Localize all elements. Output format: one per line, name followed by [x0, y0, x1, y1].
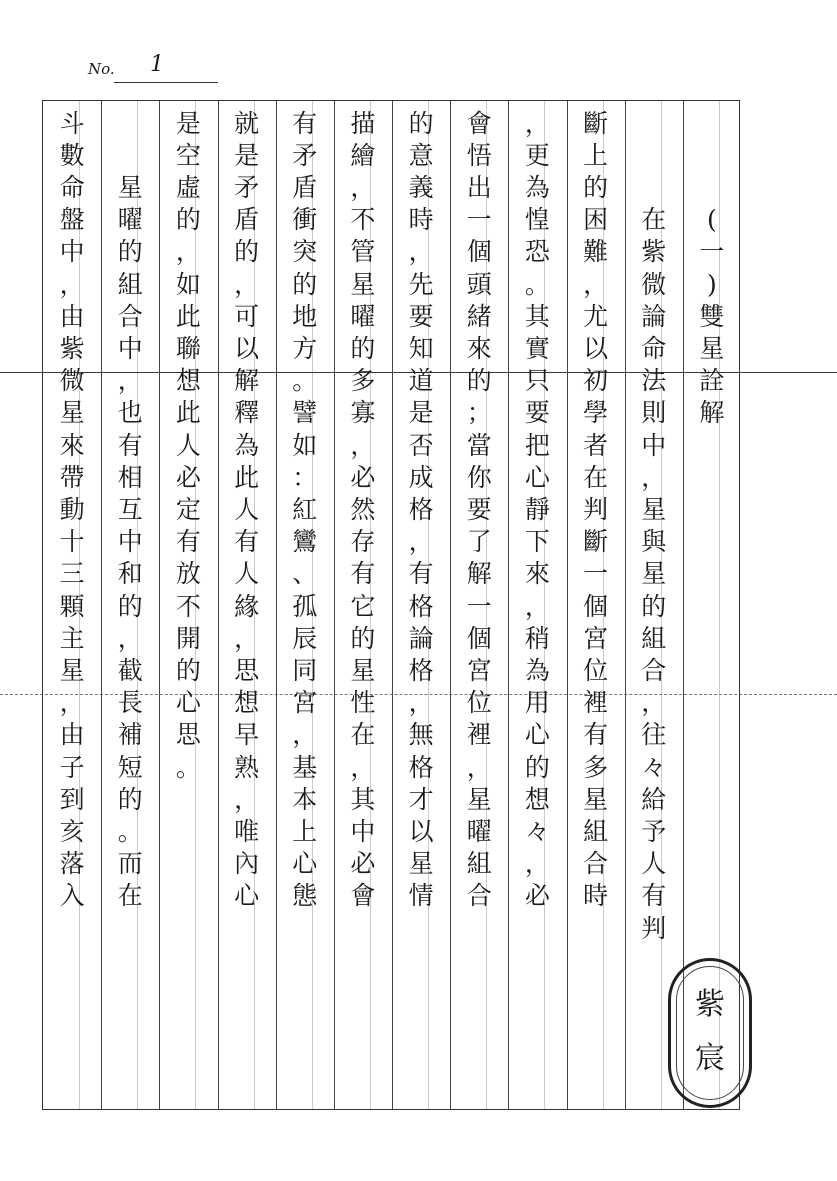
page-number-value: 1: [150, 52, 164, 77]
manuscript-char: 判: [583, 494, 609, 524]
manuscript-char: ，: [234, 623, 260, 653]
manuscript-char: 心: [524, 462, 550, 492]
manuscript-char: 情: [408, 881, 434, 911]
manuscript-char: 多: [583, 752, 609, 782]
manuscript-char: 相: [117, 462, 143, 492]
manuscript-char: 稍: [524, 623, 550, 653]
grid-column: [334, 101, 392, 1109]
manuscript-char: 短: [117, 752, 143, 782]
manuscript-char: 然: [350, 494, 376, 524]
manuscript-char: 星: [59, 398, 85, 428]
manuscript-char: 鸞: [292, 527, 318, 557]
manuscript-char: 有: [641, 881, 667, 911]
manuscript-char: 有: [408, 559, 434, 589]
manuscript-char: 星: [641, 494, 667, 524]
manuscript-char: 心: [292, 849, 318, 879]
grid-column: [567, 101, 625, 1109]
manuscript-char: 為: [234, 430, 260, 460]
manuscript-char: 有: [583, 720, 609, 750]
manuscript-char: 必: [175, 462, 201, 492]
manuscript-char: ，: [524, 849, 550, 879]
manuscript-char: ，: [524, 591, 550, 621]
manuscript-char: 無: [408, 720, 434, 750]
manuscript-char: 此: [175, 398, 201, 428]
manuscript-char: 不: [350, 205, 376, 235]
manuscript-char: 盤: [59, 205, 85, 235]
manuscript-char: ，: [59, 269, 85, 299]
manuscript-char: 的: [583, 172, 609, 202]
manuscript-char: 一: [466, 205, 492, 235]
manuscript-char: 恐: [524, 237, 550, 267]
manuscript-char: 星: [699, 333, 725, 363]
manuscript-char: 在: [583, 462, 609, 492]
manuscript-char: 數: [59, 140, 85, 170]
manuscript-char: 一: [466, 591, 492, 621]
manuscript-char: ，: [117, 366, 143, 396]
manuscript-char: 緣: [234, 591, 260, 621]
manuscript-char: 定: [175, 494, 201, 524]
grid-column: [450, 101, 508, 1109]
manuscript-char: 來: [466, 333, 492, 363]
manuscript-char: 中: [59, 237, 85, 267]
manuscript-char: 合: [641, 655, 667, 685]
manuscript-char: 困: [583, 205, 609, 235]
manuscript-char: 星: [59, 655, 85, 685]
manuscript-char: 由: [59, 301, 85, 331]
manuscript-char: 可: [234, 301, 260, 331]
manuscript-char: 者: [583, 430, 609, 460]
manuscript-char: 其: [350, 784, 376, 814]
manuscript-char: 帶: [59, 462, 85, 492]
manuscript-char: 必: [524, 881, 550, 911]
manuscript-char: 心: [524, 720, 550, 750]
manuscript-char: 了: [466, 527, 492, 557]
manuscript-char: 組: [117, 269, 143, 299]
manuscript-char: 開: [175, 623, 201, 653]
manuscript-char: 動: [59, 494, 85, 524]
manuscript-char: 心: [234, 881, 260, 911]
manuscript-char: ，: [350, 752, 376, 782]
manuscript-char: 熟: [234, 752, 260, 782]
manuscript-char: 悟: [466, 140, 492, 170]
manuscript-char: 斷: [583, 108, 609, 138]
manuscript-char: 有: [175, 527, 201, 557]
manuscript-char: 中: [641, 430, 667, 460]
manuscript-char: 的: [292, 269, 318, 299]
manuscript-char: ，: [408, 237, 434, 267]
manuscript-char: 如: [175, 269, 201, 299]
manuscript-char: 的: [408, 108, 434, 138]
manuscript-char: 給: [641, 784, 667, 814]
manuscript-char: 有: [117, 430, 143, 460]
grid-column: [276, 101, 334, 1109]
manuscript-char: 落: [59, 849, 85, 879]
manuscript-char: 微: [641, 269, 667, 299]
manuscript-char: 主: [59, 623, 85, 653]
manuscript-char: 的: [117, 591, 143, 621]
manuscript-char: 紅: [292, 494, 318, 524]
manuscript-char: ，: [292, 720, 318, 750]
manuscript-char: 方: [292, 333, 318, 363]
manuscript-char: ，: [350, 430, 376, 460]
manuscript-char: ): [707, 269, 717, 299]
manuscript-char: 此: [234, 462, 260, 492]
manuscript-char: 思: [175, 720, 201, 750]
manuscript-char: 中: [350, 816, 376, 846]
manuscript-char: 實: [524, 333, 550, 363]
manuscript-char: 辰: [292, 623, 318, 653]
manuscript-char: 的: [117, 784, 143, 814]
manuscript-char: 在: [117, 881, 143, 911]
manuscript-char: 宮: [292, 688, 318, 718]
manuscript-char: 要: [408, 301, 434, 331]
manuscript-grid: [42, 100, 740, 1110]
manuscript-char: 想: [234, 688, 260, 718]
manuscript-char: 才: [408, 784, 434, 814]
manuscript-char: 人: [234, 494, 260, 524]
seal-glyph-bottom: 宸: [695, 1041, 725, 1076]
manuscript-char: 格: [408, 752, 434, 782]
manuscript-char: 來: [59, 430, 85, 460]
manuscript-char: 多: [350, 366, 376, 396]
manuscript-char: 存: [350, 527, 376, 557]
manuscript-char: 時: [408, 205, 434, 235]
manuscript-char: 必: [350, 462, 376, 492]
manuscript-char: 以: [583, 333, 609, 363]
manuscript-char: 位: [583, 655, 609, 685]
manuscript-char: 。: [117, 816, 143, 846]
manuscript-char: 本: [292, 784, 318, 814]
manuscript-char: ，: [350, 172, 376, 202]
manuscript-char: 內: [234, 849, 260, 879]
manuscript-char: 否: [408, 430, 434, 460]
manuscript-char: 截: [117, 655, 143, 685]
manuscript-char: 為: [524, 172, 550, 202]
manuscript-char: 尤: [583, 301, 609, 331]
manuscript-char: 詮: [699, 366, 725, 396]
manuscript-char: 入: [59, 881, 85, 911]
manuscript-char: 論: [641, 301, 667, 331]
manuscript-char: 心: [175, 688, 201, 718]
manuscript-char: ，: [408, 688, 434, 718]
manuscript-char: 是: [234, 140, 260, 170]
manuscript-char: 宮: [583, 623, 609, 653]
manuscript-char: 星: [117, 172, 143, 202]
manuscript-char: 組: [466, 849, 492, 879]
manuscript-char: 、: [292, 559, 318, 589]
manuscript-char: 意: [408, 140, 434, 170]
manuscript-char: 解: [466, 559, 492, 589]
manuscript-char: 十: [59, 527, 85, 557]
manuscript-char: 則: [641, 398, 667, 428]
page-number-header: [88, 52, 218, 86]
manuscript-char: 你: [466, 462, 492, 492]
manuscript-char: 有: [234, 527, 260, 557]
manuscript-char: 當: [466, 430, 492, 460]
manuscript-char: 想: [175, 366, 201, 396]
manuscript-char: 裡: [466, 720, 492, 750]
manuscript-char: 的: [234, 237, 260, 267]
manuscript-char: 格: [408, 655, 434, 685]
manuscript-char: 繪: [350, 140, 376, 170]
manuscript-char: 由: [59, 720, 85, 750]
manuscript-char: 為: [524, 655, 550, 685]
manuscript-char: 位: [466, 688, 492, 718]
manuscript-char: 人: [641, 849, 667, 879]
manuscript-char: 矛: [292, 140, 318, 170]
manuscript-char: 把: [524, 430, 550, 460]
manuscript-char: 法: [641, 366, 667, 396]
manuscript-char: 一: [699, 237, 725, 267]
manuscript-char: ，: [59, 688, 85, 718]
manuscript-char: 義: [408, 172, 434, 202]
manuscript-char: 組: [583, 816, 609, 846]
manuscript-char: 態: [292, 881, 318, 911]
grid-column: [159, 101, 217, 1109]
manuscript-char: 早: [234, 720, 260, 750]
manuscript-char: 中: [117, 333, 143, 363]
manuscript-char: 顆: [59, 591, 85, 621]
manuscript-char: 在: [641, 205, 667, 235]
manuscript-char: 個: [466, 237, 492, 267]
manuscript-char: 紫: [59, 333, 85, 363]
manuscript-char: 是: [175, 108, 201, 138]
manuscript-char: 判: [641, 913, 667, 943]
manuscript-char: 管: [350, 237, 376, 267]
manuscript-char: 唯: [234, 816, 260, 846]
manuscript-char: 格: [408, 494, 434, 524]
manuscript-char: 放: [175, 559, 201, 589]
page-number-underline: [114, 82, 218, 83]
manuscript-char: 下: [524, 527, 550, 557]
manuscript-char: 空: [175, 140, 201, 170]
manuscript-char: ，: [641, 462, 667, 492]
manuscript-char: 雙: [699, 301, 725, 331]
manuscript-char: 合: [117, 301, 143, 331]
manuscript-char: 人: [234, 559, 260, 589]
manuscript-char: 來: [524, 559, 550, 589]
manuscript-char: 頭: [466, 269, 492, 299]
manuscript-char: 有: [350, 559, 376, 589]
manuscript-char: 的: [117, 237, 143, 267]
manuscript-char: 星: [350, 655, 376, 685]
manuscript-char: 以: [408, 816, 434, 846]
grid-column: [43, 101, 101, 1109]
grid-column: [392, 101, 450, 1109]
manuscript-char: 解: [699, 398, 725, 428]
manuscript-char: 道: [408, 366, 434, 396]
manuscript-char: 星: [641, 559, 667, 589]
manuscript-char: ，: [524, 108, 550, 138]
manuscript-char: 解: [234, 366, 260, 396]
manuscript-char: 曜: [117, 205, 143, 235]
manuscript-char: 。: [524, 269, 550, 299]
manuscript-char: 其: [524, 301, 550, 331]
manuscript-char: 裡: [583, 688, 609, 718]
manuscript-char: 也: [117, 398, 143, 428]
grid-column: [625, 101, 683, 1109]
manuscript-char: ，: [175, 237, 201, 267]
manuscript-char: 合: [583, 849, 609, 879]
manuscript-char: ：: [292, 462, 318, 492]
manuscript-char: 出: [466, 172, 492, 202]
manuscript-char: 命: [641, 333, 667, 363]
manuscript-char: 上: [583, 140, 609, 170]
manuscript-char: 此: [175, 301, 201, 331]
manuscript-char: 而: [117, 849, 143, 879]
manuscript-char: 聯: [175, 333, 201, 363]
manuscript-char: 盾: [292, 172, 318, 202]
manuscript-char: 補: [117, 720, 143, 750]
grid-column: [508, 101, 566, 1109]
manuscript-char: 就: [234, 108, 260, 138]
manuscript-char: 同: [292, 655, 318, 685]
manuscript-char: 的: [466, 366, 492, 396]
manuscript-char: 的: [641, 591, 667, 621]
manuscript-char: 々: [524, 816, 550, 846]
manuscript-char: 靜: [524, 494, 550, 524]
manuscript-char: 惶: [524, 205, 550, 235]
manuscript-char: 々: [641, 752, 667, 782]
manuscript-char: 命: [59, 172, 85, 202]
manuscript-char: 孤: [292, 591, 318, 621]
manuscript-char: 學: [583, 398, 609, 428]
manuscript-char: 的: [175, 205, 201, 235]
manuscript-char: ，: [408, 527, 434, 557]
manuscript-char: 矛: [234, 172, 260, 202]
manuscript-char: 予: [641, 816, 667, 846]
manuscript-char: 組: [641, 623, 667, 653]
manuscript-char: 盾: [234, 205, 260, 235]
page-number-label: No.: [88, 60, 115, 78]
manuscript-char: 論: [408, 623, 434, 653]
grid-column: [218, 101, 276, 1109]
manuscript-char: 個: [583, 591, 609, 621]
grid-column: [101, 101, 159, 1109]
manuscript-char: 是: [408, 398, 434, 428]
manuscript-char: 宮: [466, 655, 492, 685]
manuscript-char: ，: [234, 784, 260, 814]
manuscript-char: 初: [583, 366, 609, 396]
manuscript-char: 思: [234, 655, 260, 685]
manuscript-char: 成: [408, 462, 434, 492]
manuscript-char: 格: [408, 591, 434, 621]
manuscript-char: 上: [292, 816, 318, 846]
manuscript-char: 中: [117, 527, 143, 557]
manuscript-char: 性: [350, 688, 376, 718]
manuscript-char: 譬: [292, 398, 318, 428]
manuscript-char: 到: [59, 784, 85, 814]
manuscript-char: 用: [524, 688, 550, 718]
manuscript-char: 一: [583, 559, 609, 589]
manuscript-char: 星: [350, 269, 376, 299]
manuscript-char: 先: [408, 269, 434, 299]
seal-glyph-top: 紫: [695, 987, 725, 1022]
manuscript-char: 想: [524, 784, 550, 814]
manuscript-char: 如: [292, 430, 318, 460]
manuscript-char: 個: [466, 623, 492, 653]
manuscript-char: 寡: [350, 398, 376, 428]
manuscript-char: 會: [466, 108, 492, 138]
manuscript-char: 紫: [641, 237, 667, 267]
manuscript-char: 。: [292, 366, 318, 396]
manuscript-char: 和: [117, 559, 143, 589]
manuscript-char: ，: [641, 688, 667, 718]
manuscript-char: 互: [117, 494, 143, 524]
manuscript-char: 的: [350, 623, 376, 653]
manuscript-char: 合: [466, 881, 492, 911]
manuscript-char: 有: [292, 108, 318, 138]
manuscript-char: 突: [292, 237, 318, 267]
manuscript-char: 要: [524, 398, 550, 428]
manuscript-char: 的: [175, 655, 201, 685]
manuscript-char: 人: [175, 430, 201, 460]
manuscript-char: 釋: [234, 398, 260, 428]
manuscript-char: ，: [234, 269, 260, 299]
manuscript-char: ，: [466, 752, 492, 782]
manuscript-char: 會: [350, 881, 376, 911]
manuscript-char: 的: [524, 752, 550, 782]
manuscript-char: 難: [583, 237, 609, 267]
manuscript-char: 衝: [292, 205, 318, 235]
manuscript-char: 長: [117, 688, 143, 718]
manuscript-char: 子: [59, 752, 85, 782]
manuscript-char: 星: [466, 784, 492, 814]
seal-stamp: [668, 958, 752, 1108]
manuscript-char: ；: [466, 398, 492, 428]
manuscript-char: 星: [583, 784, 609, 814]
manuscript-char: 更: [524, 140, 550, 170]
manuscript-char: 它: [350, 591, 376, 621]
manuscript-char: 。: [175, 752, 201, 782]
manuscript-char: 描: [350, 108, 376, 138]
manuscript-char: 星: [408, 849, 434, 879]
manuscript-char: 斗: [59, 108, 85, 138]
manuscript-char: 時: [583, 881, 609, 911]
manuscript-char: ，: [117, 623, 143, 653]
manuscript-char: 在: [350, 720, 376, 750]
manuscript-char: 曜: [466, 816, 492, 846]
manuscript-char: 微: [59, 366, 85, 396]
manuscript-char: 斷: [583, 527, 609, 557]
manuscript-char: 基: [292, 752, 318, 782]
manuscript-char: 只: [524, 366, 550, 396]
manuscript-char: 不: [175, 591, 201, 621]
manuscript-char: 緒: [466, 301, 492, 331]
manuscript-char: 往: [641, 720, 667, 750]
manuscript-char: 曜: [350, 301, 376, 331]
manuscript-char: 要: [466, 494, 492, 524]
manuscript-char: 知: [408, 333, 434, 363]
manuscript-char: 以: [234, 333, 260, 363]
manuscript-char: 三: [59, 559, 85, 589]
manuscript-char: 的: [350, 333, 376, 363]
manuscript-char: 地: [292, 301, 318, 331]
manuscript-char: ，: [583, 269, 609, 299]
manuscript-char: 必: [350, 849, 376, 879]
manuscript-char: 亥: [59, 816, 85, 846]
manuscript-char: (: [707, 205, 717, 235]
manuscript-char: 與: [641, 527, 667, 557]
manuscript-char: 虛: [175, 172, 201, 202]
